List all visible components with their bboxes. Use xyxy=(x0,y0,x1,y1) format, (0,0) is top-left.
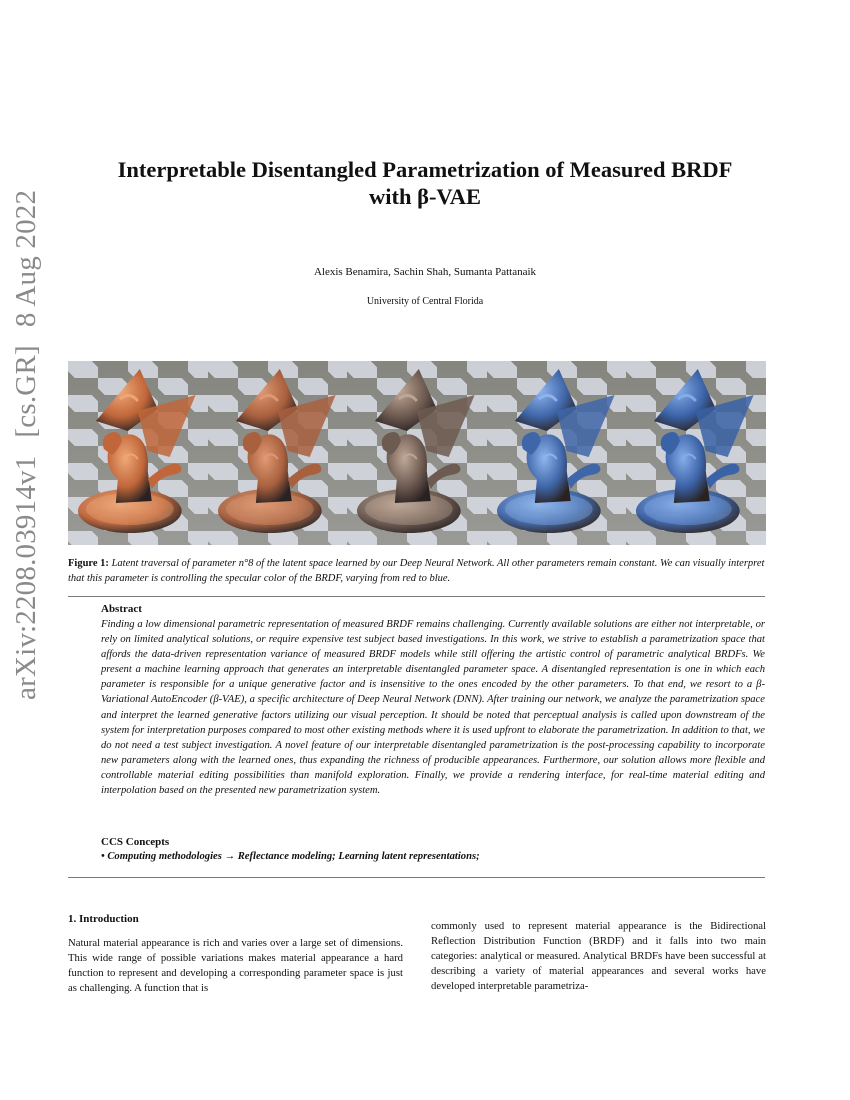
ccs-concepts: • Computing methodologies → Reflectance modeling; Learning latent representations; xyxy=(101,851,480,862)
body-text-right-column: commonly used to represent material appearance is the Bidirectional Reflection Distribution Function (BRDF) and it falls into two main categories: analytical or measured. Analytical BRDFs have been successful at describing a variety of material appearances and several works have developed interpretable parametriza- xyxy=(431,920,766,993)
arxiv-category: [cs.GR] xyxy=(10,345,42,438)
figure-panel xyxy=(347,361,487,545)
dragon-render-icon xyxy=(487,361,627,545)
figure-panel xyxy=(487,361,627,545)
abstract-top-rule xyxy=(68,596,765,597)
dragon-render-icon xyxy=(68,361,208,545)
title-line-2: with β-VAE xyxy=(368,184,482,209)
paper-title xyxy=(60,156,790,210)
figure-panel xyxy=(626,361,766,545)
section-heading-introduction: 1. Introduction xyxy=(68,913,139,925)
figure-1-image-strip xyxy=(68,361,766,545)
arxiv-date: 8 Aug 2022 xyxy=(10,189,42,328)
abstract-bottom-rule xyxy=(68,877,765,878)
ccs-heading: CCS Concepts xyxy=(101,836,170,848)
caption-label: Figure 1: xyxy=(68,558,109,569)
arxiv-id: arXiv:2208.03914v1 xyxy=(10,455,42,700)
authors: Alexis Benamira, Sachin Shah, Sumanta Pattanaik xyxy=(313,266,537,278)
figure-1-caption xyxy=(68,556,768,586)
title-line-1: Interpretable Disentangled Parametrization of Measured BRDF xyxy=(117,157,733,182)
dragon-render-icon xyxy=(208,361,348,545)
abstract-body: Finding a low dimensional parametric representation of measured BRDF remains challenging. Currently available solutions are either not interpretable, or rely on limited analytical solutions, or require expensive test subject based investigations. In this work, we strive to establish a parametrization space that affords the data-driven representation variance of measured BRDF models while still offering the artistic control of parametric analytical BRDFs. We present a machine learning approach that generates an interpretable disentangled parameter space. A disentangled representation is one in which each parameter is responsible for a unique generative factor and is insensitive to the ones encoded by the other parameters. To that end, we resort to a β-Variational AutoEncoder (β-VAE), a specific architecture of Deep Neural Network (DNN). After training our network, we analyze the parametrization space and interpret the learned generative factors utilizing our visual perception. It should be noted that perceptual analysis is called upon downstream of the system for interpretation purposes compared to most other existing methods where it is used upfront to elaborate the parametrization. In addition to that, we do not need a test subject investigation. A novel feature of our interpretable disentangled parametrization is the post-processing capability to incorporate new parameters along with the learned ones, thus expanding the richness of producible appearances. Furthermore, our solution allows more flexible and controllable material editing possibilities than manifold exploration. Finally, we provide a rendering interface, for real-time material editing and interpolation based on the presented new parametrization system. xyxy=(101,619,765,797)
figure-panel xyxy=(208,361,348,545)
figure-panel xyxy=(68,361,208,545)
dragon-render-icon xyxy=(626,361,766,545)
abstract-heading: Abstract xyxy=(101,603,142,615)
arxiv-stamp xyxy=(10,172,43,700)
body-text-left-column: Natural material appearance is rich and varies over a large set of dimensions. This wide range of possible variations makes material appearance a hard function to represent and developing a corresponding parameter space is just as challenging. A function that is xyxy=(68,937,403,995)
affiliation: University of Central Florida xyxy=(366,296,484,307)
caption-text: Latent traversal of parameter n°8 of the latent space learned by our Deep Neural Network. All other parameters remain constant. We can visually interpret that this parameter is controlling the specular color of the BRDF, varying from red to blue. xyxy=(68,558,765,584)
dragon-render-icon xyxy=(347,361,487,545)
